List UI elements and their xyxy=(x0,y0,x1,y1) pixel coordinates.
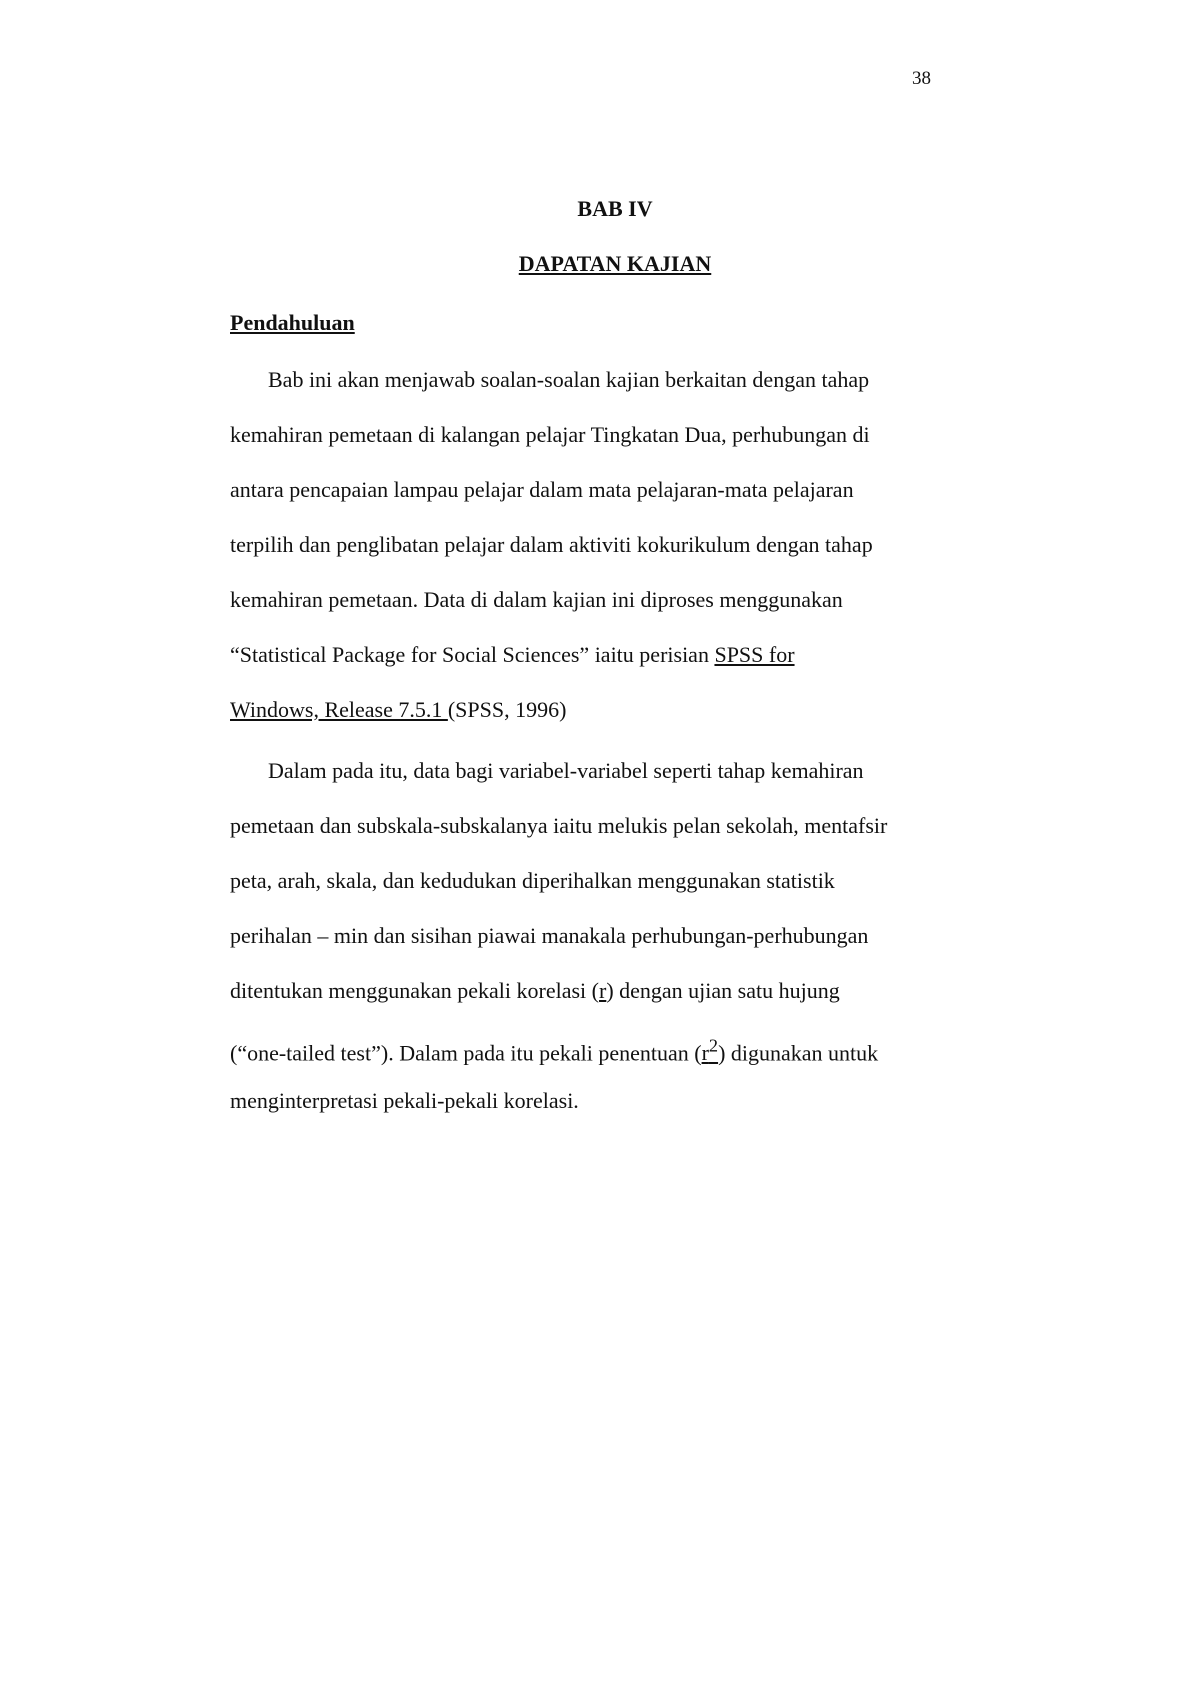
paragraph-line xyxy=(230,694,970,749)
paragraph-line xyxy=(230,975,970,1030)
paragraph-line: Bab ini akan menjawab soalan-soalan kajian berkaitan dengan tahap xyxy=(268,367,870,392)
paragraph-line: perihalan – min dan sisihan piawai manakala perhubungan-perhubungan xyxy=(230,923,869,948)
symbol-letter: r xyxy=(701,1040,709,1066)
chapter-title: DAPATAN KAJIAN xyxy=(518,251,712,276)
paragraph-line: kemahiran pemetaan. Data di dalam kajian ini diproses menggunakan xyxy=(230,587,843,612)
paragraph-line xyxy=(230,1030,970,1085)
paragraph-statistics xyxy=(230,755,970,1140)
symbol-superscript: 2 xyxy=(708,1036,719,1056)
correlation-symbol: r xyxy=(599,978,607,1003)
chapter-number: BAB IV xyxy=(577,196,653,221)
paragraph-line: Dalam pada itu, data bagi variabel-variabel seperti tahap kemahiran xyxy=(268,758,864,783)
determination-symbol xyxy=(701,1036,719,1066)
paragraph-line xyxy=(230,639,970,694)
text-span: ) dengan ujian satu hujung xyxy=(606,978,840,1003)
citation: (SPSS, 1996) xyxy=(447,697,567,722)
paragraph-line: peta, arah, skala, dan kedudukan diperihalkan menggunakan statistik xyxy=(230,868,835,893)
text-span: ditentukan menggunakan pekali korelasi ( xyxy=(230,978,599,1003)
paragraph-line: antara pencapaian lampau pelajar dalam mata pelajaran-mata pelajaran xyxy=(230,477,854,502)
paragraph-line: pemetaan dan subskala-subskalanya iaitu melukis pelan sekolah, mentafsir xyxy=(230,813,888,838)
paragraph-line: kemahiran pemetaan di kalangan pelajar Tingkatan Dua, perhubungan di xyxy=(230,422,870,447)
paragraph-line: menginterpretasi pekali-pekali korelasi. xyxy=(230,1088,579,1113)
software-title: SPSS for xyxy=(714,642,795,667)
paragraph-line: terpilih dan penglibatan pelajar dalam aktiviti kokurikulum dengan tahap xyxy=(230,532,873,557)
paragraph-introduction xyxy=(230,364,970,749)
text-span: (“one-tailed test”). Dalam pada itu pekali penentuan ( xyxy=(230,1040,702,1066)
text-span: “Statistical Package for Social Sciences” iaitu perisian xyxy=(230,642,715,667)
text-span: ) digunakan untuk xyxy=(718,1040,879,1066)
software-title: Windows, Release 7.5.1 xyxy=(230,697,448,722)
page-number: 38 xyxy=(912,68,931,89)
section-heading: Pendahuluan xyxy=(230,310,355,335)
